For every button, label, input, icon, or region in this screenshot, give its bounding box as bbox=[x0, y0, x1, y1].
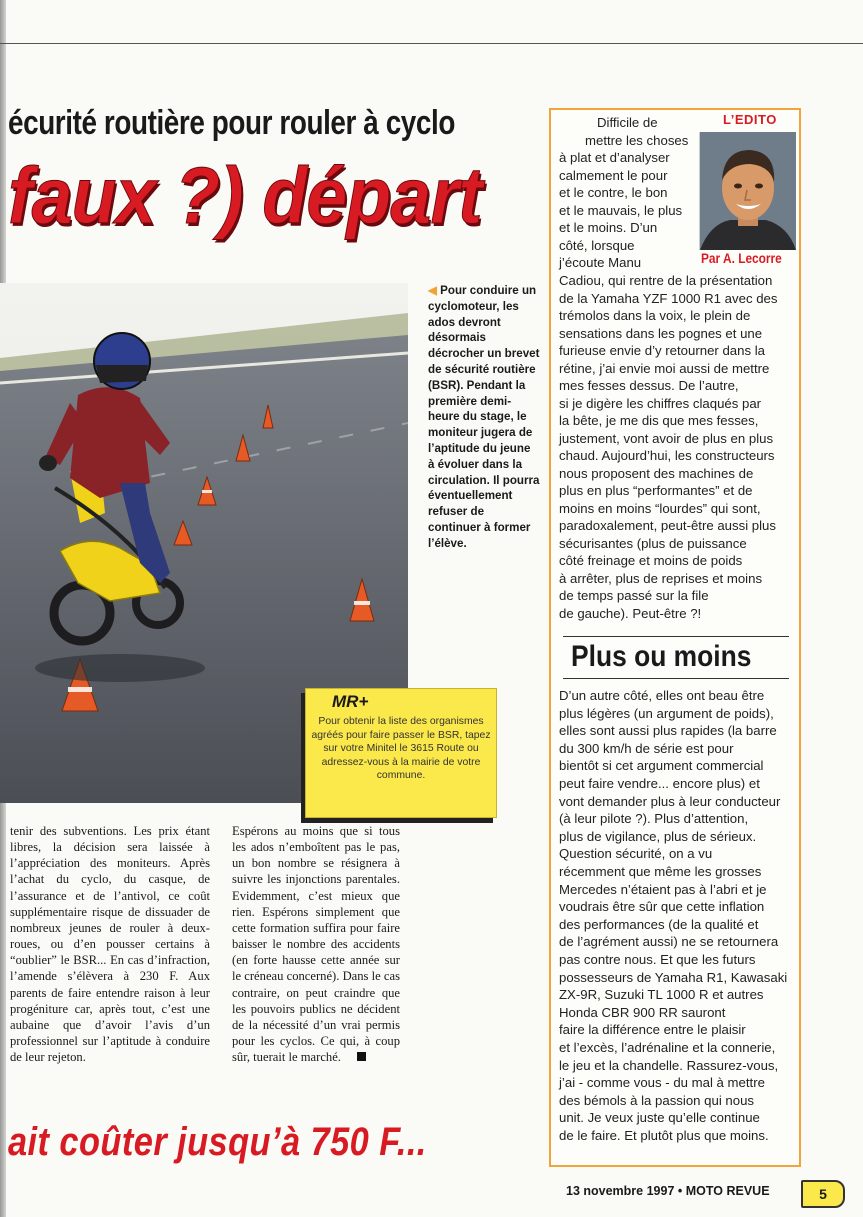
edito-section-line: des bémols à la passion qui nous bbox=[559, 1092, 755, 1108]
edito-line: rétine, j’ai envie moi aussi de mettre bbox=[559, 360, 770, 376]
footer-issue-line: 13 novembre 1997 • MOTO REVUE bbox=[566, 1184, 770, 1198]
edito-line: de gauche). Peut-être ?! bbox=[559, 605, 702, 621]
body-column-2-text: Espérons au moins que si tous les ados n’emboîtent pas le pas, un bon nombre se résignera à suivre les injonctions parentales. Evidemment, c’est mieux que rien. Espérons simplement que cette formation suffira pour faire baisser le nombre des accidents (en forte hausse cette année sur le créneau concerné). Dans le cas contraire, on peut craindre que les pouvoirs publics ne décident de la nécessité d’un vrai permis pour les cyclos. Ce qui, à coup sûr, tuerait le marché. bbox=[232, 824, 400, 1065]
edito-line: chaud. Aujourd’hui, les constructeurs bbox=[559, 448, 775, 463]
edito-box bbox=[549, 108, 801, 1167]
edito-section-line: récemment que même les grosses bbox=[559, 864, 762, 879]
edito-line: trémolos dans la voix, le plein de bbox=[559, 308, 751, 323]
edito-line: si je digère les chiffres claqués par bbox=[559, 395, 762, 411]
edito-section-line: peut faire vendre... encore plus) et bbox=[559, 776, 760, 791]
edito-line: furieuse envie d’y retourner dans la bbox=[559, 343, 765, 358]
edito-section-line: faire la différence entre le plaisir bbox=[559, 1022, 746, 1038]
mr-plus-logo: MR+ bbox=[332, 692, 369, 711]
edito-line: sensations dans les pognes et une bbox=[559, 325, 763, 341]
edito-section-line: le jeu et la chandelle. Rassurez-vous, bbox=[559, 1057, 779, 1073]
edito-section-line: de le faire. Et plutôt plus que moins. bbox=[559, 1128, 769, 1143]
edito-section-line: j’ai - comme vous - du mal à mettre bbox=[559, 1075, 765, 1091]
caption-text: Pour conduire un cyclomoteur, les ados devront désormais décrocher un brevet de sécurité routière (BSR). Pendant la première demi-heure du stage, le moniteur jugera de l’aptitude du jeune à évoluer dans la circulation. Il pourra éventuellement refuser de continuer à former l’élève. bbox=[428, 284, 540, 550]
edito-line: et le mauvais, le plus bbox=[559, 203, 683, 218]
edito-line: à arrêter, plus de reprises et moins bbox=[559, 570, 763, 586]
edito-section-line: plus légères (un argument de poids), bbox=[559, 705, 774, 721]
section-rule-bottom bbox=[563, 678, 789, 679]
mr-plus-infobox bbox=[305, 688, 497, 818]
edito-label: L’EDITO bbox=[723, 112, 777, 127]
edito-section-line: (à leur pilote ?). Plus d’attention, bbox=[559, 811, 749, 827]
edito-section-line: Mercedes n’étaient pas à l’abri et je bbox=[559, 881, 767, 897]
edito-section-line: bientôt si cet argument commercial bbox=[559, 758, 764, 774]
edito-section-line: des performances (de la qualité et bbox=[559, 916, 759, 932]
edito-line: et le contre, le bon bbox=[559, 185, 668, 200]
edito-section-line: pas contre nous. Et que les futurs bbox=[559, 952, 756, 967]
edito-section-line: plus de vigilance, plus de sérieux. bbox=[559, 828, 757, 844]
bottom-headline: ait coûter jusqu’à 750 F... bbox=[8, 1120, 427, 1164]
article-headline: faux ?) départ bbox=[8, 151, 482, 240]
edito-line: nous proposent des machines de bbox=[559, 465, 754, 481]
edito-section-line: Question sécurité, on a vu bbox=[559, 846, 713, 862]
header-rule bbox=[0, 43, 863, 44]
edito-line: mes fesses dessus. De l’autre, bbox=[559, 378, 739, 393]
end-of-article-square bbox=[357, 1052, 366, 1061]
section-rule-top bbox=[563, 636, 789, 637]
edito-line: côté, lorsque bbox=[559, 238, 635, 253]
author-portrait bbox=[699, 132, 796, 250]
edito-line: justement, vont avoir de plus en plus bbox=[559, 430, 774, 446]
edito-line: la bête, je me dis que mes fesses, bbox=[559, 413, 759, 428]
page-number-tab: 5 bbox=[801, 1180, 845, 1208]
edito-line: Difficile de bbox=[597, 115, 658, 130]
edito-section-line: vont demander plus à leur conducteur bbox=[559, 793, 781, 809]
edito-line: plus en plus “performantes” et de bbox=[559, 483, 753, 498]
edito-line: côté freinage et moins de poids bbox=[559, 553, 743, 568]
edito-section-line: possesseurs de Yamaha R1, Kawasaki bbox=[559, 969, 788, 985]
edito-section-line: elles sont aussi plus rapides (la barre bbox=[559, 723, 777, 739]
edito-line: de temps passé sur la file bbox=[559, 588, 709, 603]
edito-section-line: ZX-9R, Suzuki TL 1000 R et autres bbox=[559, 987, 764, 1003]
edito-section-line: D’un autre côté, elles ont beau être bbox=[559, 688, 765, 703]
body-column-1: tenir des subventions. Les prix étant libres, la décision sera laissée à l’appréciation des moniteurs. Après l’achat du cyclo, du casque, de l’assurance et de l’antivol, ce coût supplémentaire risque de dissuader de nombreux jeunes de rouler à deux-roues, ou d’en pousser certains à “oublier” le BSR... En cas d’infraction, l’amende s’élèvera à 230 F. Aux parents de faire entendre raison à leur progéniture car, après tout, c’est une aubaine que d’avoir l’avis d’un professionnel sur l’aptitude à conduire de leur rejeton. bbox=[10, 824, 210, 1065]
edito-line: j’écoute Manu bbox=[559, 255, 642, 270]
edito-line: sécurisantes (plus de puissance bbox=[559, 535, 747, 551]
article-subtitle: écurité routière pour rouler à cyclo bbox=[8, 104, 455, 142]
edito-byline: Par A. Lecorre bbox=[701, 251, 782, 266]
section-title: Plus ou moins bbox=[571, 640, 752, 673]
edito-section-line: Honda CBR 900 RR sauront bbox=[559, 1004, 726, 1020]
edito-section-line: de l’agrément aussi) ne se retournera bbox=[559, 934, 779, 950]
left-triangle-arrow-icon: ◀ bbox=[428, 284, 441, 297]
edito-line: calmement le pour bbox=[559, 168, 668, 183]
mr-plus-text: Pour obtenir la liste des organismes agréés pour faire passer le BSR, tapez sur votre Minitel le 3615 Route ou adressez-vous à la mairie de votre commune. bbox=[311, 716, 491, 782]
photo-caption bbox=[428, 283, 540, 552]
edito-section-line: du 300 km/h de série est pour bbox=[559, 740, 734, 756]
body-column-2 bbox=[232, 823, 400, 1065]
edito-line: Cadiou, qui rentre de la présentation bbox=[559, 273, 773, 288]
edito-section-line: voudrais être sûr que cette inflation bbox=[559, 899, 765, 915]
edito-line: à plat et d’analyser bbox=[559, 150, 670, 165]
edito-line: de la Yamaha YZF 1000 R1 avec des bbox=[559, 290, 778, 306]
edito-line: paradoxalement, peut-être aussi plus bbox=[559, 518, 776, 533]
edito-line: mettre les choses bbox=[585, 133, 689, 148]
edito-section-line: et l’excès, l’adrénaline et la connerie, bbox=[559, 1040, 776, 1055]
edito-section-line: unit. Je veux juste qu’elle continue bbox=[559, 1110, 760, 1126]
edito-line: moins en moins “lourdes” qui sont, bbox=[559, 500, 761, 516]
edito-line: et le moins. D’un bbox=[559, 220, 658, 235]
